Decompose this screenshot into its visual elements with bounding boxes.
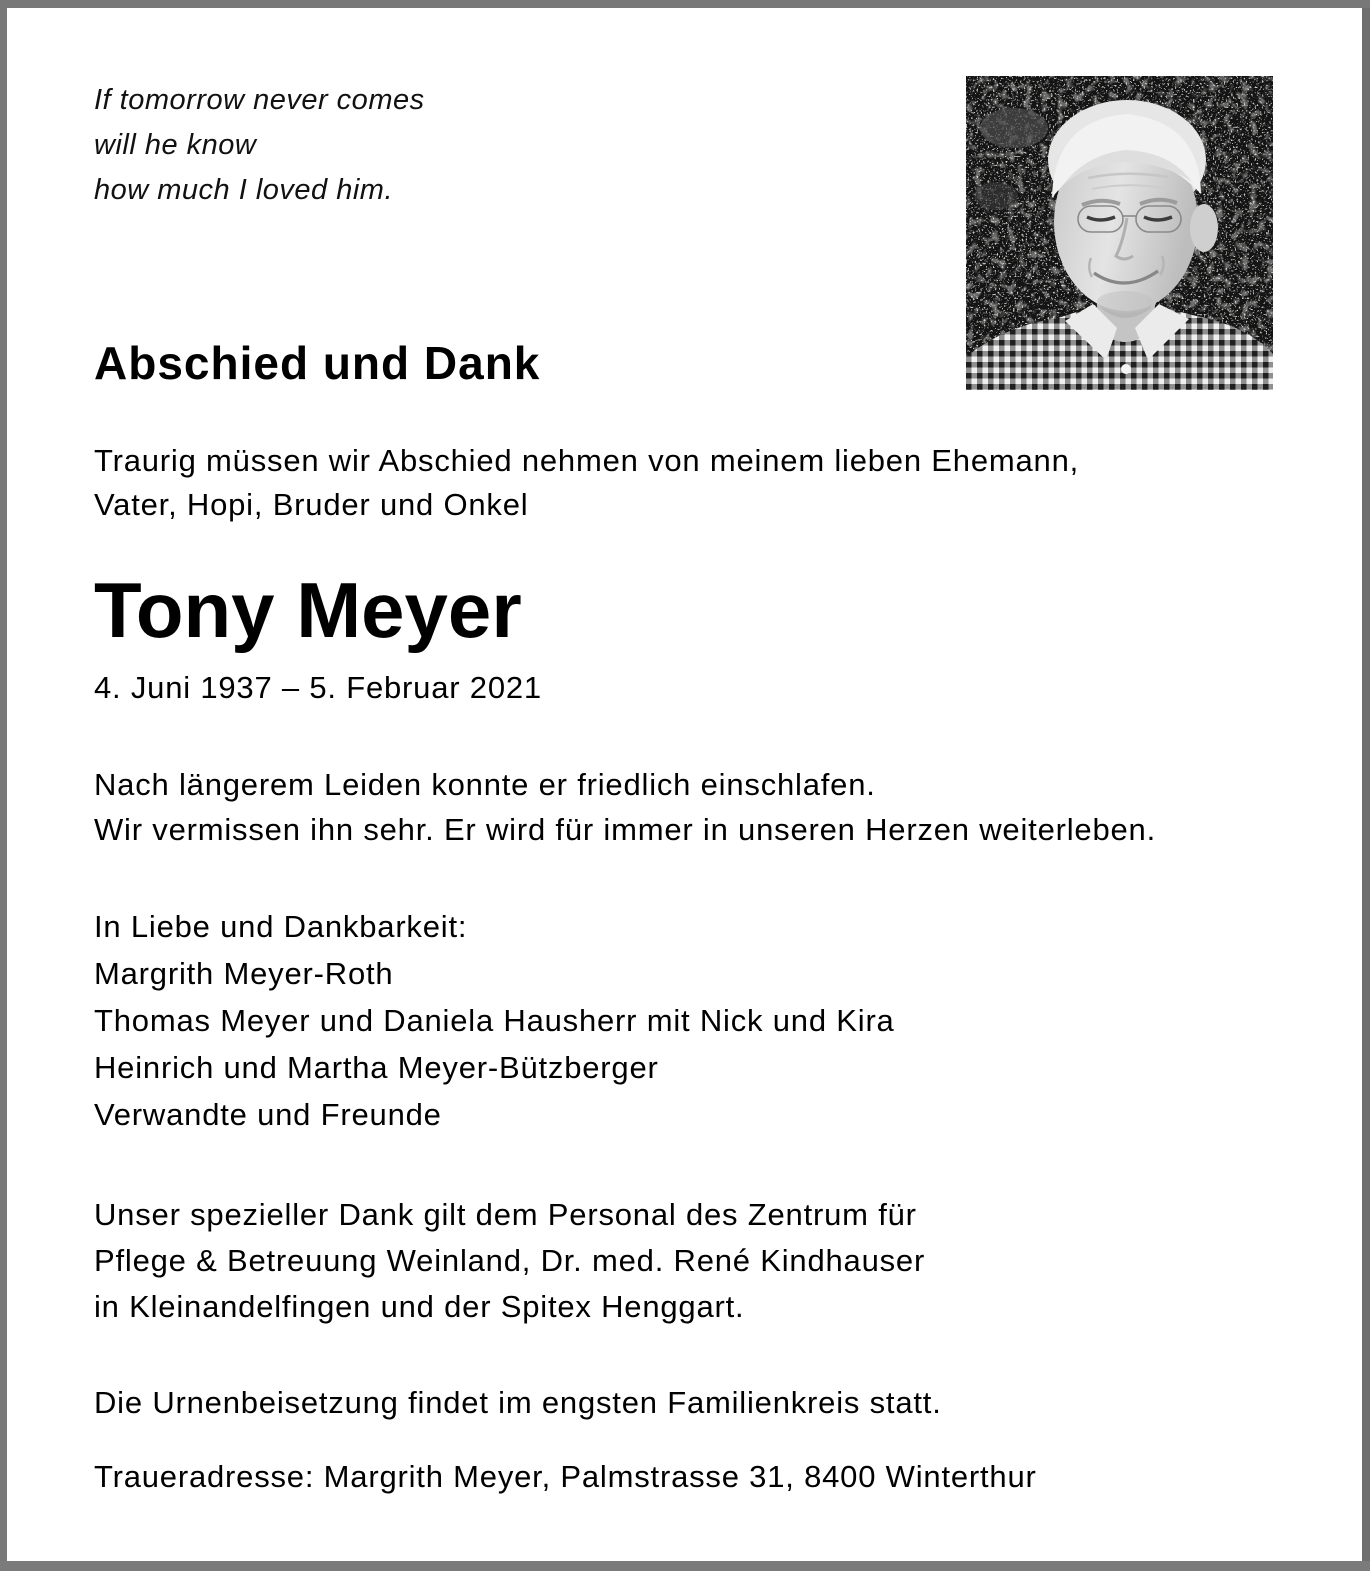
epigraph-line: will he know: [94, 129, 257, 161]
mourners-line: Thomas Meyer und Daniela Hausherr mit Nick und Kira: [94, 1003, 895, 1038]
epigraph-line: If tomorrow never comes: [94, 84, 425, 116]
farewell-message: [94, 762, 1156, 852]
intro-paragraph: [94, 439, 1079, 527]
intro-line: Traurig müssen wir Abschied nehmen von meinem lieben Ehemann,: [94, 443, 1080, 478]
funeral-note: Die Urnenbeisetzung findet im engsten Familienkreis statt.: [94, 1385, 942, 1420]
frame-bottom: [0, 1561, 1370, 1571]
mourners-line: Margrith Meyer-Roth: [94, 956, 394, 991]
frame-top: [0, 0, 1370, 8]
mourning-address: Traueradresse: Margrith Meyer, Palmstrasse 31, 8400 Winterthur: [94, 1459, 1037, 1494]
mourners-list: [94, 903, 895, 1138]
epigraph-line: how much I loved him.: [94, 174, 394, 206]
mourners-line: Verwandte und Freunde: [94, 1097, 442, 1132]
intro-line: Vater, Hopi, Bruder und Onkel: [94, 487, 529, 522]
thanks-line: Unser spezieller Dank gilt dem Personal des Zentrum für: [94, 1197, 917, 1232]
epigraph: [94, 78, 425, 213]
deceased-name: Tony Meyer: [94, 566, 522, 654]
mourners-line: In Liebe und Dankbarkeit:: [94, 909, 468, 944]
thanks-paragraph: [94, 1192, 925, 1330]
message-line: Wir vermissen ihn sehr. Er wird für immer in unseren Herzen weiterleben.: [94, 812, 1156, 847]
portrait-photo: [966, 76, 1273, 390]
message-line: Nach längerem Leiden konnte er friedlich einschlafen.: [94, 767, 876, 802]
mourners-line: Heinrich und Martha Meyer-Bützberger: [94, 1050, 659, 1085]
frame-right: [1362, 0, 1370, 1571]
notice-title: Abschied und Dank: [94, 337, 541, 389]
frame-left: [0, 0, 7, 1571]
thanks-line: Pflege & Betreuung Weinland, Dr. med. René Kindhauser: [94, 1243, 926, 1278]
life-dates: 4. Juni 1937 – 5. Februar 2021: [94, 670, 542, 705]
thanks-line: in Kleinandelfingen und der Spitex Henggart.: [94, 1289, 745, 1324]
